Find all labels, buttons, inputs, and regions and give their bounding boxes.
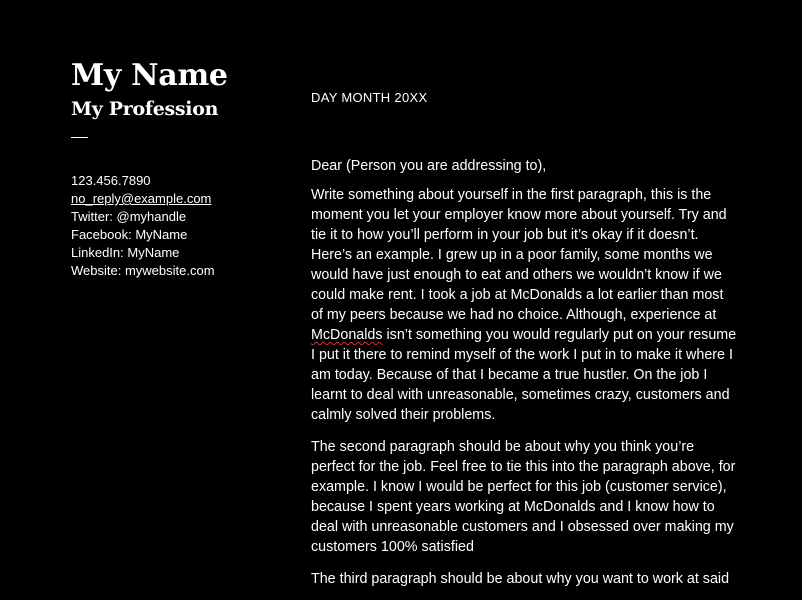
paragraph-1-part-b: isn’t something you would regularly put on your resume I put it there to remind myself of the work I put in to make it where I am today. Because of that I became a true hustler. On the job I learnt to deal with unreasonable, sometimes crazy, customers and calmly solved their problems. (311, 327, 737, 423)
paragraph-3[interactable]: The third paragraph should be about why you want to work at said (311, 571, 730, 587)
salutation[interactable]: Dear (Person you are addressing to), (311, 158, 547, 174)
email-link[interactable]: no_reply@example.com (71, 191, 212, 206)
letter-body (311, 88, 739, 600)
paragraph-2[interactable]: The second paragraph should be about why you think you’re perfect for the job. Feel free to tie this into the paragraph above, for example. I know I would be perfect for this job (customer service), because I spent years working at McDonalds and I know how to deal with unreasonable customers and I obsessed over making my customers 100% satisfied (311, 439, 736, 555)
sender-name[interactable]: My Name (71, 58, 228, 93)
phone-number[interactable]: 123.456.7890 (71, 173, 151, 188)
spellcheck-flagged-word[interactable]: McDonalds (311, 327, 383, 343)
contact-info (71, 172, 271, 280)
divider (71, 137, 88, 138)
paragraph-1[interactable] (311, 185, 739, 425)
twitter-handle[interactable]: Twitter: @myhandle (71, 209, 187, 224)
sidebar (71, 58, 271, 280)
letter-date[interactable]: DAY MONTH 20XX (311, 90, 428, 105)
linkedin-handle[interactable]: LinkedIn: MyName (71, 245, 180, 260)
paragraph-1-part-a: Write something about yourself in the first paragraph, this is the moment you let your employer know more about yourself. Try and tie it to how you’ll perform in your job but it’s okay if it doesn’t. Here’s an example. I grew up in a poor family, some months we would have just enough to eat and others we wouldn’t know if we could make rent. I took a job at McDonalds a lot earlier than most of my peers because we had no choice. Although, experience at (311, 187, 727, 323)
facebook-handle[interactable]: Facebook: MyName (71, 227, 188, 242)
sender-profession[interactable]: My Profession (71, 98, 219, 120)
website-url[interactable]: Website: mywebsite.com (71, 263, 215, 278)
